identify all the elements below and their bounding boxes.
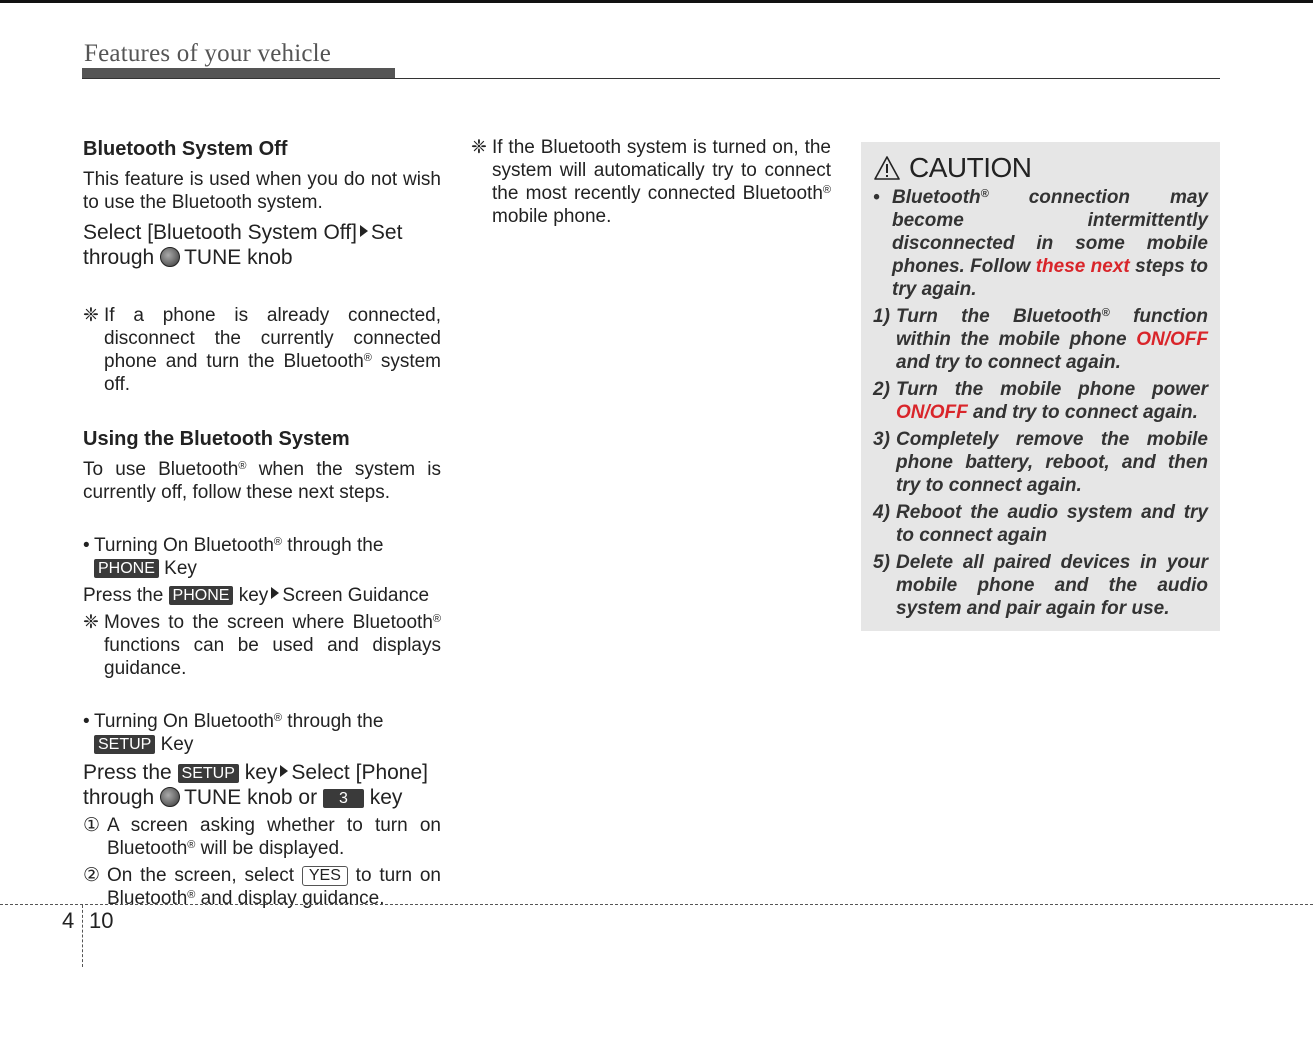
caution-step-5: 5) Delete all paired devices in your mobile phone and the audio system and pair again for use. [873,552,1208,619]
caution-title: CAUTION [909,152,1032,183]
arrow-right-icon [280,765,288,777]
instruction-press-setup: Press the SETUP key Select [Phone] through TUNE knob or 3 key [83,761,428,809]
arrow-right-icon [360,225,368,237]
note-auto-connect: ❈ If the Bluetooth system is turned on, the system will automatically try to connect the most recently connected Bluetooth® mobile phone. [471,137,831,227]
caution-body [873,186,1208,620]
step-1-screen-asking: ① A screen asking whether to turn on Bluetooth® will be displayed. [83,815,441,859]
left-column [83,136,441,910]
heading-using-bluetooth: Using the Bluetooth System [83,428,350,450]
caution-header [873,152,1208,184]
warning-triangle-icon [873,155,901,181]
bullet-phone-key: • Turning On Bluetooth® through the PHONE Key [83,535,384,579]
note-already-connected: ❈ If a phone is already connected, disconnect the currently connected phone and turn the Bluetooth® system off. [83,305,441,395]
note-mark-icon: ❈ [471,137,487,158]
middle-column [471,136,831,228]
note-moves-to-screen: ❈ Moves to the screen where Bluetooth® functions can be used and displays guidance. [83,612,441,679]
note-mark-icon: ❈ [83,305,99,326]
arrow-right-icon [271,587,279,599]
note-mark-icon: ❈ [83,612,99,633]
caution-step-3: 3) Completely remove the mobile phone battery, reboot, and then try to connect again. [873,429,1208,496]
caution-step-4: 4) Reboot the audio system and try to connect again [873,502,1208,546]
instruction-press-phone: Press the PHONE key Screen Guidance [83,585,430,606]
top-border [0,0,1313,3]
instruction-select-off: Select [Bluetooth System Off] Set through TUNE knob [83,221,403,269]
setup-key-chip: SETUP [178,764,239,783]
header-rule [82,78,1220,79]
page-number: 10 [89,908,114,933]
setup-key-chip: SETUP [94,735,155,754]
caution-bullet: • Bluetooth® connection may become intermittently disconnected in some mobile phones. Follow these next steps to try again. [873,187,1208,300]
paragraph-using-bluetooth: To use Bluetooth® when the system is currently off, follow these next steps. [83,459,442,503]
tune-knob-icon [160,247,180,267]
caution-step-2: 2) Turn the mobile phone power ON/OFF and try to connect again. [873,379,1208,423]
paragraph-feature-description: This feature is used when you do not wish to use the Bluetooth system. [83,169,441,213]
page-chapter-number: 4 [62,908,75,933]
bullet-setup-key: • Turning On Bluetooth® through the SETUP Key [83,711,384,755]
section-header-title: Features of your vehicle [84,40,332,67]
phone-key-chip: PHONE [169,586,234,605]
tune-knob-icon [160,787,180,807]
key-3-chip: 3 [323,789,364,808]
footer-dashed-rule [0,904,1313,905]
step-2-select-yes: ② On the screen, select YES to turn on Bluetooth® and display guidance. [83,865,441,909]
caution-step-1: 1) Turn the Bluetooth® function within the mobile phone ON/OFF and try to connect again. [873,306,1209,373]
footer-divider [82,905,83,967]
yes-button-chip: YES [302,866,348,886]
heading-bluetooth-system-off: Bluetooth System Off [83,138,288,160]
caution-box [861,142,1220,631]
phone-key-chip: PHONE [94,559,159,578]
